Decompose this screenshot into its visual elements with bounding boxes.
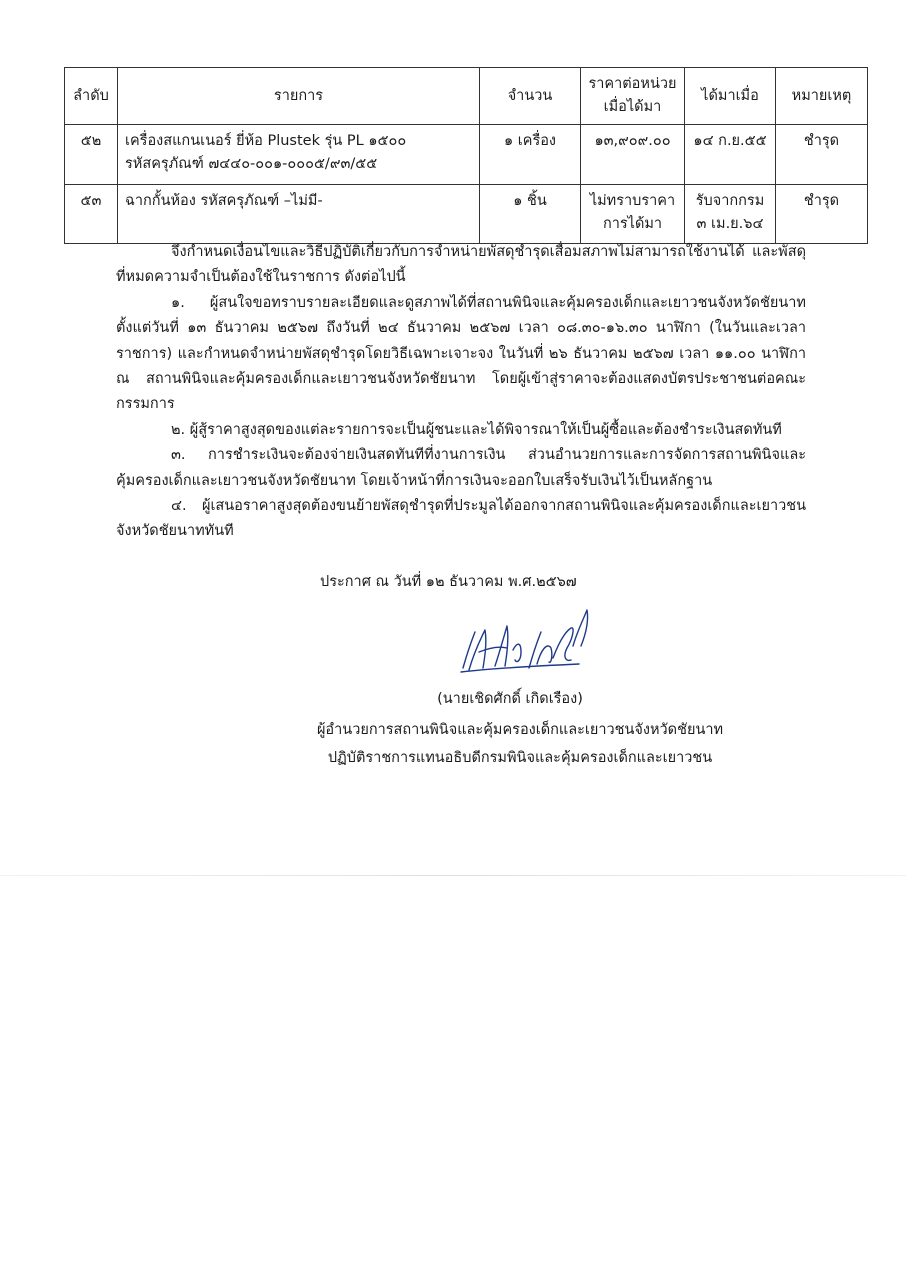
- signer-position: ผู้อำนวยการสถานพินิจและคุ้มครองเด็กและเยาวชนจังหวัดชัยนาท: [316, 722, 724, 738]
- cell-item-line1: ฉากกั้นห้อง รหัสครุภัณฑ์ –ไม่มี-: [125, 193, 323, 209]
- conditions-text: [116, 240, 806, 545]
- cell-acquired-line2: ๓ เม.ย.๖๔: [696, 216, 764, 232]
- cell-remark: ชำรุด: [776, 185, 868, 244]
- cell-acquired: [685, 185, 776, 244]
- cell-item-line2: รหัสครุภัณฑ์ ๗๔๔๐-๐๐๑-๐๐๐๕/๙๓/๕๕: [125, 156, 378, 172]
- page-fold-line: [0, 875, 906, 876]
- cell-no: ๕๒: [65, 125, 118, 185]
- condition-item-1: ๑. ผู้สนใจขอทราบรายละเอียดและดูสภาพได้ที่สถานพินิจและคุ้มครองเด็กและเยาวชนจังหวัดชัยนาท ตั้งแต่วันที่ ๑๓ ธันวาคม ๒๕๖๗ ถึงวันที่ ๒๔ ธันวาคม ๒๕๖๗ เวลา ๐๘.๓๐-๑๖.๓๐ นาฬิกา (ในวันและเวลาราชการ) และกำหนดจำหน่ายพัสดุชำรุดโดยวิธีเฉพาะเจาะจง ในวันที่ ๒๖ ธันวาคม ๒๕๖๗ เวลา ๑๑.๐๐ นาฬิกา ณ สถานพินิจและคุ้มครองเด็กและเยาวชนจังหวัดชัยนาท โดยผู้เข้าสู่ราคาจะต้องแสดงบัตรประชาชนต่อคณะกรรมการ: [116, 294, 806, 413]
- condition-item-3: ๓. การชำระเงินจะต้องจ่ายเงินสดทันทีที่งานการเงิน ส่วนอำนวยการและการจัดการสถานพินิจและคุ้มครองเด็กและเยาวชนจังหวัดชัยนาท โดยเจ้าหน้าที่การเงินจะออกใบเสร็จรับเงินไว้เป็นหลักฐาน: [116, 447, 806, 489]
- cell-item: [118, 125, 480, 185]
- cell-item: [118, 185, 480, 244]
- cell-item-line1: เครื่องสแกนเนอร์ ยี่ห้อ Plustek รุ่น PL ๑๕๐๐: [125, 133, 407, 149]
- condition-item-4: ๔. ผู้เสนอราคาสูงสุดต้องขนย้ายพัสดุชำรุดที่ประมูลได้ออกจากสถานพินิจและคุ้มครองเด็กและเยาวชนจังหวัดชัยนาททันที: [116, 498, 806, 540]
- header-qty: จำนวน: [480, 68, 581, 125]
- cell-acquired-line1: ๑๔ ก.ย.๕๕: [693, 133, 767, 149]
- cell-price: [581, 185, 685, 244]
- cell-acquired: [685, 125, 776, 185]
- condition-item-2: ๒. ผู้สู้ราคาสูงสุดของแต่ละรายการจะเป็นผู้ชนะและได้พิจารณาให้เป็นผู้ซื้อและต้องชำระเงินสดทันที: [171, 421, 782, 438]
- cell-remark: ชำรุด: [776, 125, 868, 185]
- table-row: [65, 185, 868, 244]
- cell-price-line1: ๑๓,๙๐๙.๐๐: [594, 133, 671, 149]
- header-price-line1: ราคาต่อหน่วย: [588, 76, 677, 92]
- header-remark: หมายเหตุ: [776, 68, 868, 125]
- header-item: รายการ: [118, 68, 480, 125]
- signer-name: (นายเชิดศักดิ์ เกิดเรือง): [437, 691, 583, 707]
- cell-price: [581, 125, 685, 185]
- cell-no: ๕๓: [65, 185, 118, 244]
- cell-qty: ๑ ชิ้น: [480, 185, 581, 244]
- table-row: [65, 125, 868, 185]
- header-price: [581, 68, 685, 125]
- header-price-line2: เมื่อได้มา: [603, 99, 662, 115]
- disposal-items-table: [64, 67, 868, 244]
- cell-qty: ๑ เครื่อง: [480, 125, 581, 185]
- announcement-date: ประกาศ ณ วันที่ ๑๒ ธันวาคม พ.ศ.๒๕๖๗: [320, 574, 577, 590]
- cell-price-line1: ไม่ทราบราคา: [589, 193, 676, 209]
- handwritten-signature: [455, 602, 595, 682]
- intro-paragraph: จึงกำหนดเงื่อนไขและวิธีปฏิบัติเกี่ยวกับการจำหน่ายพัสดุชำรุดเสื่อมสภาพไม่สามารถใช้งานได้ และพัสดุที่หมดความจำเป็นต้องใช้ในราชการ ดังต่อไปนี้: [116, 244, 806, 286]
- table-header-row: [65, 68, 868, 125]
- header-no: ลำดับ: [65, 68, 118, 125]
- signer-acting-position: ปฏิบัติราชการแทนอธิบดีกรมพินิจและคุ้มครองเด็กและเยาวชน: [327, 750, 713, 766]
- cell-price-line2: การได้มา: [602, 216, 663, 232]
- header-acquired: ได้มาเมื่อ: [685, 68, 776, 125]
- cell-acquired-line1: รับจากกรม: [695, 193, 765, 209]
